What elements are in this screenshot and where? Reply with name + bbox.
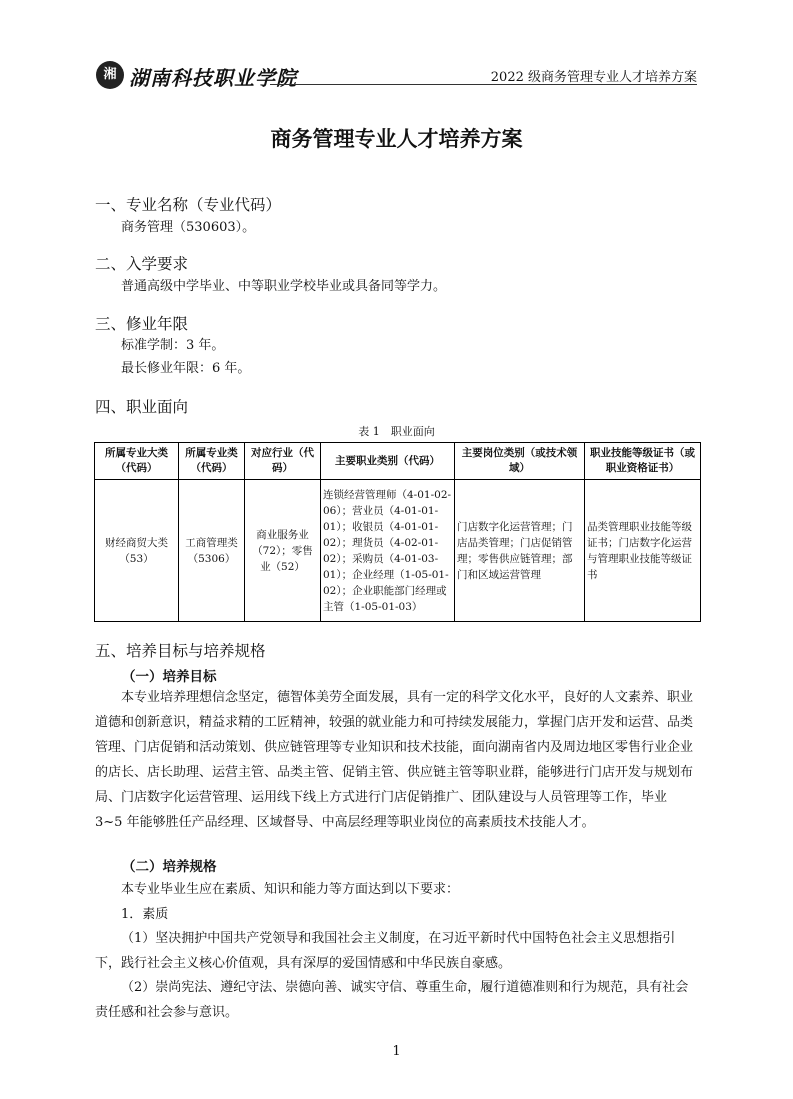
quality-item-2: （2）崇尚宪法、遵纪守法、崇德向善、诚实守信、尊重生命，履行道德准则和行为规范，具有社会责任感和社会参与意识。 bbox=[95, 980, 689, 1020]
school-logo-icon: 湘 bbox=[96, 61, 124, 89]
section-5-heading: 五、培养目标与培养规格 bbox=[95, 642, 266, 660]
subsection-goal-heading: （一）培养目标 bbox=[122, 669, 217, 685]
spec-intro: 本专业毕业生应在素质、知识和能力等方面达到以下要求： bbox=[121, 882, 460, 897]
header-doc-name: 2022 级商务管理专业人才培养方案 bbox=[490, 70, 697, 85]
page-number: 1 bbox=[392, 1044, 401, 1059]
document-title: 商务管理专业人才培养方案 bbox=[270, 127, 523, 151]
table-header-row bbox=[95, 443, 701, 480]
table-row bbox=[95, 480, 701, 622]
subsection-spec-heading: （二）培养规格 bbox=[122, 859, 217, 875]
section-3-line-1: 标准学制：3 年。 bbox=[121, 338, 225, 353]
table-header-cell: 对应行业（代码） bbox=[245, 443, 321, 480]
table-header-cell: 主要岗位类别（或技术领域） bbox=[455, 443, 585, 480]
section-3-heading: 三、修业年限 bbox=[95, 315, 189, 333]
quality-label: 1．素质 bbox=[121, 907, 169, 922]
table-cell: 工商管理类（5306） bbox=[179, 480, 245, 622]
table-cell: 财经商贸大类（53） bbox=[95, 480, 179, 622]
header-divider bbox=[270, 84, 697, 85]
table-header-cell: 所属专业大类（代码） bbox=[95, 443, 179, 480]
school-name: 湖南科技职业学院 bbox=[129, 66, 297, 90]
section-4-heading: 四、职业面向 bbox=[95, 398, 189, 416]
section-2-heading: 二、入学要求 bbox=[95, 255, 189, 273]
section-1-body: 商务管理（530603）。 bbox=[121, 220, 256, 235]
table-header-cell: 主要职业类别（代码） bbox=[321, 443, 455, 480]
section-1-heading: 一、专业名称（专业代码） bbox=[95, 196, 282, 214]
table-cell: 商业服务业（72）；零售业（52） bbox=[245, 480, 321, 622]
career-table bbox=[94, 442, 701, 622]
table-caption: 表 1 职业面向 bbox=[358, 425, 435, 438]
table-cell: 品类管理职业技能等级证书；门店数字化运营与管理职业技能等级证书 bbox=[585, 480, 701, 622]
section-2-body: 普通高级中学毕业、中等职业学校毕业或具备同等学力。 bbox=[121, 279, 447, 294]
section-3-line-2: 最长修业年限：6 年。 bbox=[121, 361, 251, 376]
table-header-cell: 所属专业类（代码） bbox=[179, 443, 245, 480]
goal-paragraph: 本专业培养理想信念坚定，德智体美劳全面发展，具有一定的科学文化水平，良好的人文素养、职业道德和创新意识，精益求精的工匠精神，较强的就业能力和可持续发展能力，掌握门店开发和运营、品类管理、门店促销和活动策划、供应链管理等专业知识和技术技能，面向湖南省内及周边地区零售行业企业的店长、店长助理、运营主管、品类主管、促销主管、供应链主管等职业群，能够进行门店开发与规划布局、门店数字化运营管理、运用线下线上方式进行门店促销推广、团队建设与人员管理等工作，毕业 3~5 年能够胜任产品经理、区域督导、中高层经理等职业岗位的高素质技术技能人才。 bbox=[95, 690, 694, 830]
table-cell: 门店数字化运营管理；门店品类管理；门店促销管理；零售供应链管理；部门和区域运营管理 bbox=[455, 480, 585, 622]
quality-item-1: （1）坚决拥护中国共产党领导和我国社会主义制度，在习近平新时代中国特色社会主义思想指引下，践行社会主义核心价值观，具有深厚的爱国情感和中华民族自豪感。 bbox=[95, 931, 676, 971]
table-header-cell: 职业技能等级证书（或职业资格证书） bbox=[585, 443, 701, 480]
table-cell: 连锁经营管理师（4-01-02-06）；营业员（4-01-01-01）；收银员（4-01-01-02）；理货员（4-02-01-02）；采购员（4-01-03-01）；企业经理（1-05-01-02）；企业职能部门经理或主管（1-05-01-03） bbox=[321, 480, 455, 622]
